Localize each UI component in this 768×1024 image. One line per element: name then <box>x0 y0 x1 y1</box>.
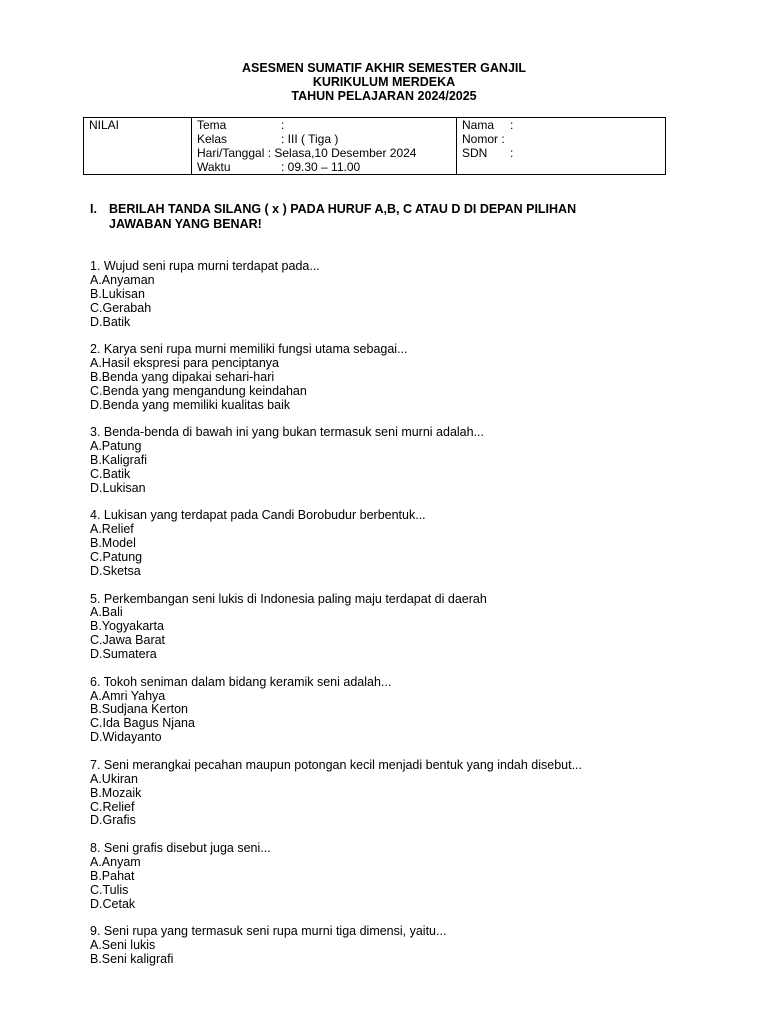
answer-option: C.Ida Bagus Njana <box>90 716 195 731</box>
tema-label: Tema <box>197 118 227 132</box>
answer-option: A.Amri Yahya <box>90 688 166 703</box>
answer-option: B.Kaligrafi <box>90 453 147 468</box>
answer-option: C.Benda yang mengandung keindahan <box>90 383 307 398</box>
answer-option: A.Anyaman <box>90 272 155 287</box>
question-text: 5. Perkembangan seni lukis di Indonesia paling maju terdapat di daerah <box>90 591 487 606</box>
answer-option: D.Batik <box>90 314 131 329</box>
title-line-2: KURIKULUM MERDEKA <box>312 75 456 89</box>
question-item <box>90 343 730 412</box>
answer-option: D.Lukisan <box>90 480 146 495</box>
answer-option: D.Sumatera <box>90 647 157 662</box>
answer-option: D.Grafis <box>90 813 136 828</box>
question-item <box>90 260 730 329</box>
student-identity-cell <box>457 118 666 175</box>
sdn-label: SDN <box>462 146 488 160</box>
question-text: 7. Seni merangkai pecahan maupun potongan kecil menjadi bentuk yang indah disebut... <box>90 757 583 772</box>
instruction-line-1: BERILAH TANDA SILANG ( x ) PADA HURUF A,B, C ATAU D DI DEPAN PILIHAN <box>109 202 577 216</box>
nilai-label: NILAI <box>89 118 120 132</box>
kelas-value: : III ( Tiga ) <box>281 132 339 146</box>
sdn-value: : <box>510 146 514 160</box>
answer-option: B.Yogyakarta <box>90 619 164 634</box>
answer-option: D.Cetak <box>90 896 136 911</box>
instruction-line-2: JAWABAN YANG BENAR! <box>109 217 262 231</box>
tema-row <box>197 118 451 132</box>
tema-value: : <box>281 118 285 132</box>
answer-option: B.Seni kaligrafi <box>90 951 174 966</box>
question-item <box>90 759 730 828</box>
question-text: 2. Karya seni rupa murni memiliki fungsi utama sebagai... <box>90 342 408 357</box>
question-text: 9. Seni rupa yang termasuk seni rupa murni tiga dimensi, yaitu... <box>90 924 447 939</box>
section-instruction <box>90 202 690 232</box>
question-item <box>90 593 730 662</box>
answer-option: C.Jawa Barat <box>90 633 166 648</box>
hari-tanggal-row: Hari/Tanggal : Selasa,10 Desember 2024 <box>197 146 417 160</box>
question-item <box>90 676 730 745</box>
nomor-row: Nomor : <box>462 132 505 146</box>
waktu-value: : 09.30 – 11.00 <box>281 160 361 174</box>
answer-option: A.Ukiran <box>90 771 138 786</box>
question-item <box>90 925 730 967</box>
answer-option: C.Tulis <box>90 882 129 897</box>
waktu-row <box>197 160 451 174</box>
waktu-label: Waktu <box>197 160 231 174</box>
student-info-table <box>83 117 666 175</box>
title-line-1: ASESMEN SUMATIF AKHIR SEMESTER GANJIL <box>241 61 527 75</box>
title-line-3: TAHUN PELAJARAN 2024/2025 <box>291 89 477 103</box>
nama-row <box>462 118 660 132</box>
answer-option: D.Widayanto <box>90 730 162 745</box>
answer-option: B.Pahat <box>90 868 135 883</box>
question-item <box>90 842 730 911</box>
question-item <box>90 509 730 578</box>
answer-option: A.Seni lukis <box>90 938 156 953</box>
question-item <box>90 426 730 495</box>
section-number: I. <box>90 202 97 216</box>
question-list <box>90 260 730 980</box>
sdn-row <box>462 146 660 160</box>
nama-label: Nama <box>462 118 495 132</box>
answer-option: C.Batik <box>90 466 131 481</box>
answer-option: D.Benda yang memiliki kualitas baik <box>90 397 291 412</box>
answer-option: A.Relief <box>90 522 134 537</box>
question-text: 1. Wujud seni rupa murni terdapat pada... <box>90 259 320 273</box>
answer-option: A.Anyam <box>90 854 141 869</box>
answer-option: B.Model <box>90 536 136 551</box>
document-header <box>0 61 768 103</box>
answer-option: C.Gerabah <box>90 300 152 315</box>
answer-option: C.Patung <box>90 550 143 565</box>
answer-option: B.Sudjana Kerton <box>90 702 188 717</box>
exam-details-cell <box>192 118 457 175</box>
nilai-cell <box>84 118 192 175</box>
question-text: 3. Benda-benda di bawah ini yang bukan termasuk seni murni adalah... <box>90 425 485 440</box>
answer-option: A.Hasil ekspresi para penciptanya <box>90 356 279 371</box>
question-text: 6. Tokoh seniman dalam bidang keramik seni adalah... <box>90 674 392 689</box>
kelas-row <box>197 132 451 146</box>
nama-value: : <box>510 118 514 132</box>
answer-option: A.Patung <box>90 439 142 454</box>
answer-option: C.Relief <box>90 799 135 814</box>
answer-option: B.Lukisan <box>90 286 145 301</box>
answer-option: A.Bali <box>90 605 123 620</box>
answer-option: B.Benda yang dipakai sehari-hari <box>90 369 275 384</box>
answer-option: B.Mozaik <box>90 785 142 800</box>
question-text: 8. Seni grafis disebut juga seni... <box>90 840 271 855</box>
question-text: 4. Lukisan yang terdapat pada Candi Borobudur berbentuk... <box>90 508 426 523</box>
kelas-label: Kelas <box>197 132 228 146</box>
answer-option: D.Sketsa <box>90 563 141 578</box>
